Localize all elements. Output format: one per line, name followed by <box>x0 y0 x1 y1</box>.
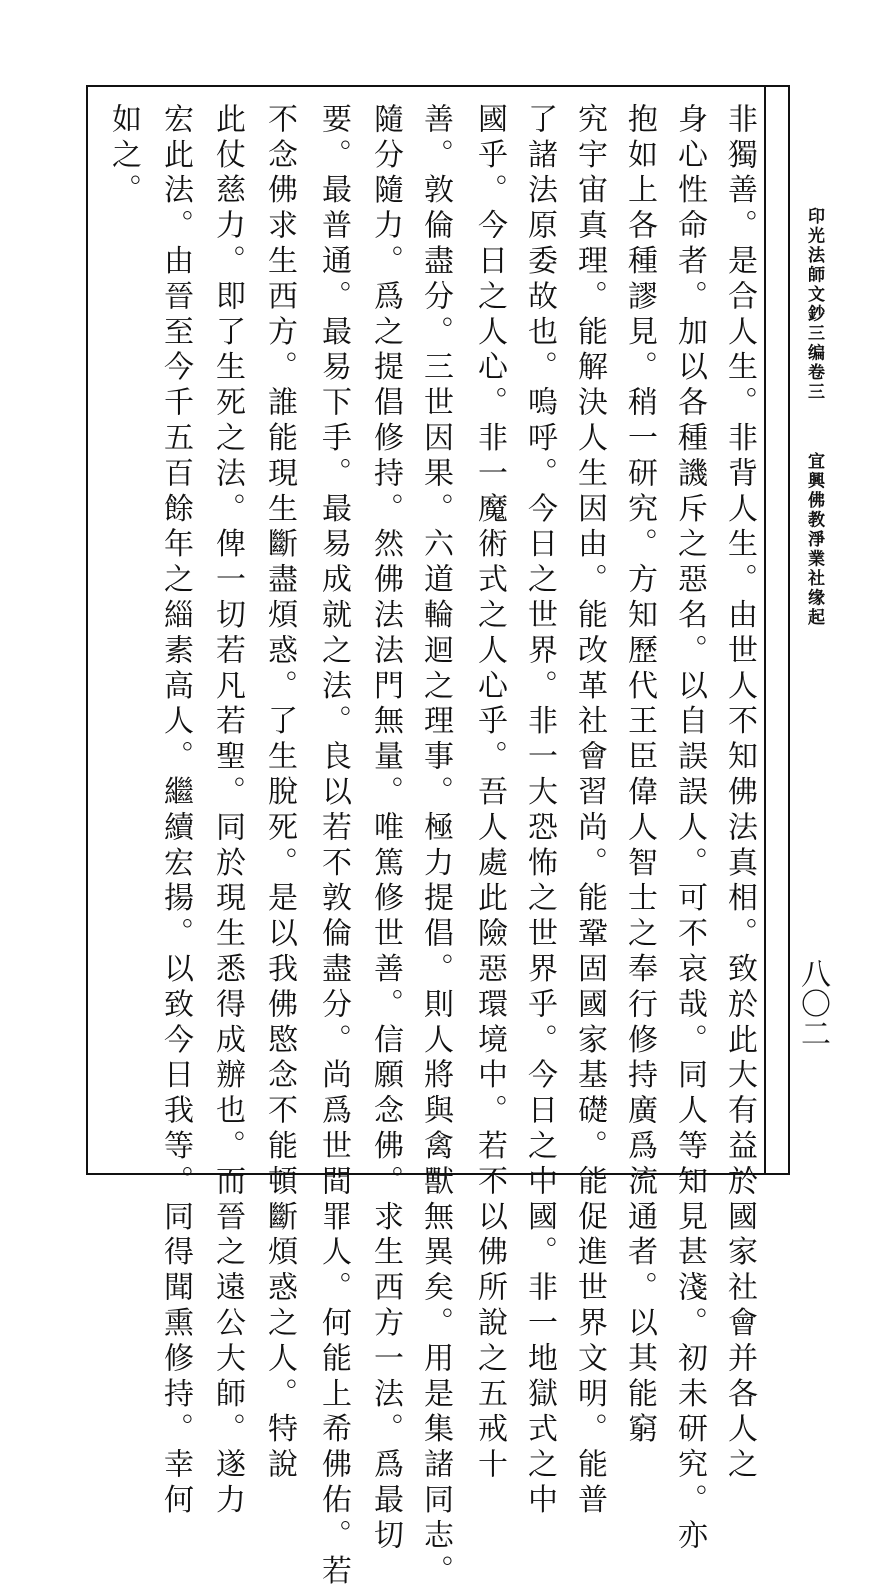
page-border-top <box>86 85 790 87</box>
margin-divider-line <box>764 87 766 1173</box>
text-column-3: 抱如上各種謬見。稍一研究。方知歷代王臣偉人智士之奉行修持廣爲流通者。以其能窮 <box>622 103 657 1449</box>
text-column-7: 善。敦倫盡分。三世因果。六道輪迴之理事。極力提倡。則人將與禽獸無異矣。用是集諸同志。 <box>418 103 453 1590</box>
book-title: 印光法師文鈔三编卷三 <box>804 207 824 402</box>
text-column-8: 隨分隨力。爲之提倡修持。然佛法法門無量。唯篤修世善。信願念佛。求生西方一法。爲最切 <box>368 103 403 1555</box>
text-column-12: 宏此法。由晉至今千五百餘年之緇素高人。繼續宏揚。以致今日我等。同得聞熏修持。幸何 <box>158 103 193 1519</box>
text-column-2: 身心性命者。加以各種譏斥之惡名。以自誤誤人。可不哀哉。同人等知見甚淺。初未研究。亦 <box>672 103 707 1555</box>
page-number: 八〇二 <box>795 958 830 1048</box>
text-column-4: 究宇宙真理。能解決人生因由。能改革社會習尚。能鞏固國家基礎。能促進世界文明。能普 <box>572 103 607 1519</box>
page-border-left <box>86 85 88 1175</box>
section-title: 宜興佛教淨業社缘起 <box>804 452 824 628</box>
text-column-9: 要。最普通。最易下手。最易成就之法。良以若不敦倫盡分。尚爲世間罪人。何能上希佛佑。若 <box>316 103 351 1590</box>
text-column-11: 此仗慈力。即了生死之法。俾一切若凡若聖。同於現生悉得成辦也。而晉之遠公大師。遂力 <box>210 103 245 1519</box>
page-border-right <box>788 85 790 1175</box>
text-column-6: 國乎。今日之人心。非一魔術式之人心乎。吾人處此險惡環境中。若不以佛所說之五戒十 <box>472 103 507 1484</box>
text-column-10: 不念佛求生西方。誰能現生斷盡煩惑。了生脫死。是以我佛愍念不能頓斷煩惑之人。特說 <box>262 103 297 1484</box>
text-column-5: 了諸法原委故也。嗚呼。今日之世界。非一大恐怖之世界乎。今日之中國。非一地獄式之中 <box>522 103 557 1519</box>
text-column-1: 非獨善。是合人生。非背人生。由世人不知佛法真相。致於此大有益於國家社會并各人之 <box>722 103 757 1484</box>
text-column-13: 如之。 <box>106 103 141 210</box>
